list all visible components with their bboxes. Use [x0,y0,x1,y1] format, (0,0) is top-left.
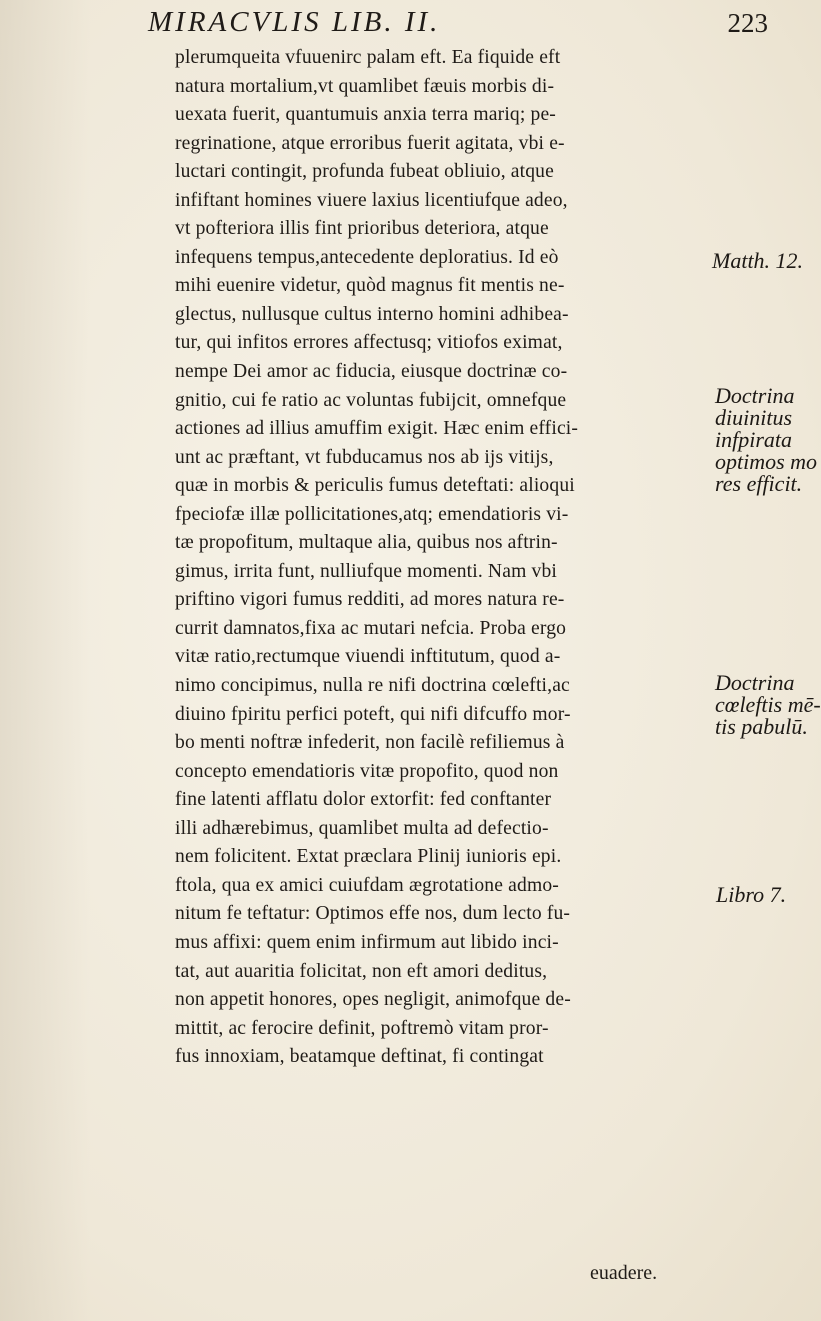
text-line: infequens tempus,antecedente deploratius. Id eò [175,246,559,268]
text-line: gnitio, cui fe ratio ac voluntas fubijcit, omnefque [175,389,567,411]
text-line: actiones ad illius amuffim exigit. Hæc enim effici- [175,418,579,440]
margin-note-doctrina-coelestis [715,672,821,738]
text-line: vitæ ratio,rectumque viuendi inftitutum, quod a- [175,646,561,668]
text-line: currit damnatos,fixa ac mutari nefcia. Proba ergo [175,617,567,639]
page-number: 223 [727,8,768,38]
text-line: quæ in morbis & periculis fumus deteftati: alioqui [175,475,575,497]
text-line: tæ propofitum, multaque alia, quibus nos aftrin- [175,532,558,554]
text-line: mihi euenire videtur, quòd magnus fit mentis ne- [175,275,565,297]
text-line: nempe Dei amor ac fiducia, eiusque doctrinæ co- [175,361,568,383]
page-gutter-shadow [0,0,90,1321]
text-line: nem folicitent. Extat præclara Plinij iunioris epi. [175,846,562,868]
catchword: euadere. [590,1262,658,1284]
text-line: nitum fe teftatur: Optimos effe nos, dum lecto fu- [175,903,571,925]
text-line: non appetit honores, opes negligit, animofque de- [175,989,571,1011]
margin-note-line: optimos mo [715,449,818,474]
text-line: glectus, nullusque cultus interno homini adhibea- [175,303,569,325]
text-line: uexata fuerit, quantumuis anxia terra mariq; pe- [175,104,556,126]
margin-note-line: Libro 7. [716,882,787,907]
text-line: tur, qui infitos errores affectusq; vitiofos eximat, [175,332,563,354]
margin-note-line: diuinitus [715,405,793,430]
margin-note-line: Doctrina [715,383,795,408]
text-line: fpeciofæ illæ pollicitationes,atq; emendatioris vi- [175,503,569,525]
margin-note-line: Doctrina [715,670,795,695]
text-line: illi adhærebimus, quamlibet multa ad defectio- [175,817,549,839]
body-text [175,44,715,1072]
margin-note-line: infpirata [715,427,793,452]
text-line: fine latenti afflatu dolor extorfit: fed conftanter [175,789,552,811]
text-line: infiftant homines viuere laxius licentiufque adeo, [175,189,568,211]
margin-note-line: tis pabulū. [715,714,808,739]
text-line: vt pofteriora illis fint prioribus deteriora, atque [175,218,549,240]
text-line: nimo concipimus, nulla re nifi doctrina cœlefti,ac [175,675,570,697]
text-line: tat, aut auaritia folicitat, non eft amori deditus, [175,960,548,982]
text-line: diuino fpiritu perfici poteft, qui nifi difcuffo mor- [175,703,571,725]
text-line: luctari contingit, profunda fubeat obliuio, atque [175,161,554,183]
text-line: mus affixi: quem enim infirmum aut libido inci- [175,931,559,953]
text-line: ftola, qua ex amici cuiufdam ægrotatione admo- [175,874,559,896]
text-line: mittit, ac ferocire definit, poftremò vitam pror- [175,1017,549,1039]
margin-note-matth [712,250,803,272]
margin-note-line: res efficit. [715,471,803,496]
running-title: MIRACVLIS LIB. II. [148,6,441,38]
text-line: priftino vigori fumus redditi, ad mores natura re- [175,589,565,611]
text-line: plerumqueita vfuuenirc palam eft. Ea fiquide eft [175,47,561,68]
running-head [148,6,768,42]
margin-note-line: cœleftis mē- [715,692,821,717]
text-line: regrinatione, atque erroribus fuerit agitata, vbi e- [175,132,565,154]
margin-note-libro [716,884,786,906]
margin-note-doctrina [715,385,817,495]
text-line: concepto emendatioris vitæ propofito, quod non [175,760,559,782]
text-line: natura mortalium,vt quamlibet fæuis morbis di- [175,75,555,97]
text-line: bo menti noftræ infederit, non facilè refiliemus à [175,732,565,754]
text-line: gimus, irrita funt, nulliufque momenti. Nam vbi [175,560,558,582]
text-line: unt ac præftant, vt fubducamus nos ab ijs vitijs, [175,446,554,468]
text-line: fus innoxiam, beatamque deftinat, fi contingat [175,1046,544,1068]
margin-note-line: Matth. 12. [712,248,804,273]
